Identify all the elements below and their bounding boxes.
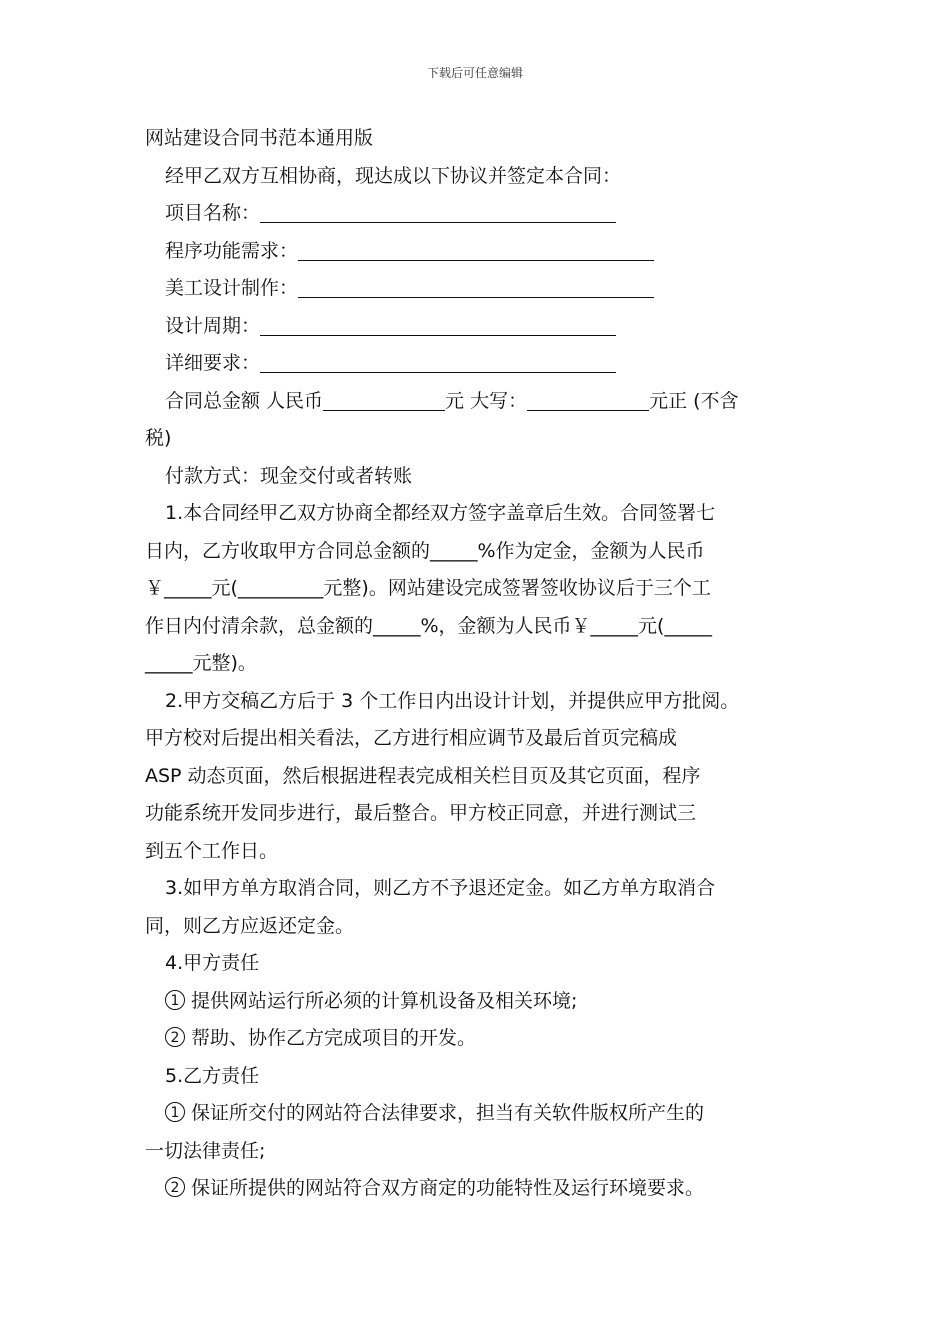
field-label: 程序功能需求： bbox=[165, 239, 299, 262]
document-title: 网站建设合同书范本通用版 bbox=[145, 127, 374, 149]
payment-method: 付款方式：现金交付或者转账 bbox=[165, 464, 413, 487]
circled-number-icon: 2 bbox=[165, 1027, 185, 1047]
clause-1-line: 1.本合同经甲乙双方协商全都经双方签字盖章后生效。合同签署七 bbox=[165, 502, 716, 524]
clause-4-item bbox=[145, 983, 815, 1021]
blank-line bbox=[260, 317, 616, 336]
item-text: 提供网站运行所必须的计算机设备及相关环境; bbox=[191, 989, 578, 1012]
clause-3-line: 3.如甲方单方取消合同，则乙方不予退还定金。如乙方单方取消合 bbox=[165, 877, 716, 899]
amount-line-2: 税) bbox=[145, 427, 172, 449]
field-project-name bbox=[145, 195, 815, 233]
amount-mid: 元 大写： bbox=[445, 389, 528, 412]
field-detail-requirements bbox=[145, 345, 815, 383]
header-note: 下载后可任意编辑 bbox=[426, 66, 523, 80]
clause-1-line: 作日内付清余款，总金额的_____%，金额为人民币￥_____元(_____ bbox=[145, 614, 712, 637]
clause-4-heading: 4.甲方责任 bbox=[165, 952, 260, 974]
clause-1-line: 日内，乙方收取甲方合同总金额的_____%作为定金，金额为人民币 bbox=[145, 539, 705, 562]
field-label: 详细要求： bbox=[165, 352, 261, 374]
contract-body bbox=[145, 120, 815, 1208]
circled-number-icon: 2 bbox=[165, 1177, 185, 1197]
item-text: 保证所交付的网站符合法律要求，担当有关软件版权所产生的 bbox=[191, 1102, 705, 1124]
circled-number-icon: 1 bbox=[165, 1102, 185, 1122]
field-label: 美工设计制作： bbox=[165, 277, 299, 299]
field-art-design bbox=[145, 270, 815, 308]
clause-2-line: 到五个工作日。 bbox=[145, 839, 279, 862]
clause-1-line: ￥_____元(_________元整)。网站建设完成签署签收协议后于三个工 bbox=[145, 577, 711, 599]
item-text: 保证所提供的网站符合双方商定的功能特性及运行环境要求。 bbox=[191, 1177, 705, 1199]
clause-2-line: 甲方校对后提出相关看法，乙方进行相应调节及最后首页完稿成 bbox=[145, 727, 678, 749]
circled-number-icon: 1 bbox=[165, 990, 185, 1010]
blank-line bbox=[298, 242, 654, 261]
clause-5-item bbox=[145, 1170, 815, 1208]
item-text: 帮助、协作乙方完成项目的开发。 bbox=[191, 1027, 477, 1049]
clause-1-line: _____元整)。 bbox=[145, 652, 257, 674]
intro-text: 经甲乙双方互相协商，现达成以下协议并签定本合同： bbox=[165, 164, 622, 187]
clause-2-line: 2.甲方交稿乙方后于 3 个工作日内出设计计划，并提供应甲方批阅。 bbox=[165, 689, 740, 712]
field-design-period bbox=[145, 308, 815, 346]
clause-3-line: 同，则乙方应返还定金。 bbox=[145, 914, 355, 937]
clause-5-item-cont: 一切法律责任; bbox=[145, 1139, 266, 1162]
blank-line bbox=[527, 392, 649, 411]
clause-5-heading: 5.乙方责任 bbox=[165, 1064, 260, 1087]
field-label: 项目名称： bbox=[165, 202, 261, 224]
blank-line bbox=[298, 279, 654, 298]
blank-line bbox=[323, 392, 445, 411]
clause-2-line: ASP 动态页面，然后根据进程表完成相关栏目页及其它页面，程序 bbox=[145, 764, 701, 787]
field-label: 设计周期： bbox=[165, 314, 261, 337]
blank-line bbox=[260, 204, 616, 223]
clause-4-item bbox=[145, 1020, 815, 1058]
amount-prefix: 合同总金额 人民币 bbox=[165, 389, 324, 412]
amount-suffix: 元正 (不含 bbox=[649, 389, 739, 412]
amount-line bbox=[145, 383, 815, 421]
field-program-requirements bbox=[145, 233, 815, 271]
clause-2-line: 功能系统开发同步进行，最后整合。甲方校正同意，并进行测试三 bbox=[145, 802, 697, 824]
clause-5-item bbox=[145, 1095, 815, 1133]
blank-line bbox=[260, 354, 616, 373]
